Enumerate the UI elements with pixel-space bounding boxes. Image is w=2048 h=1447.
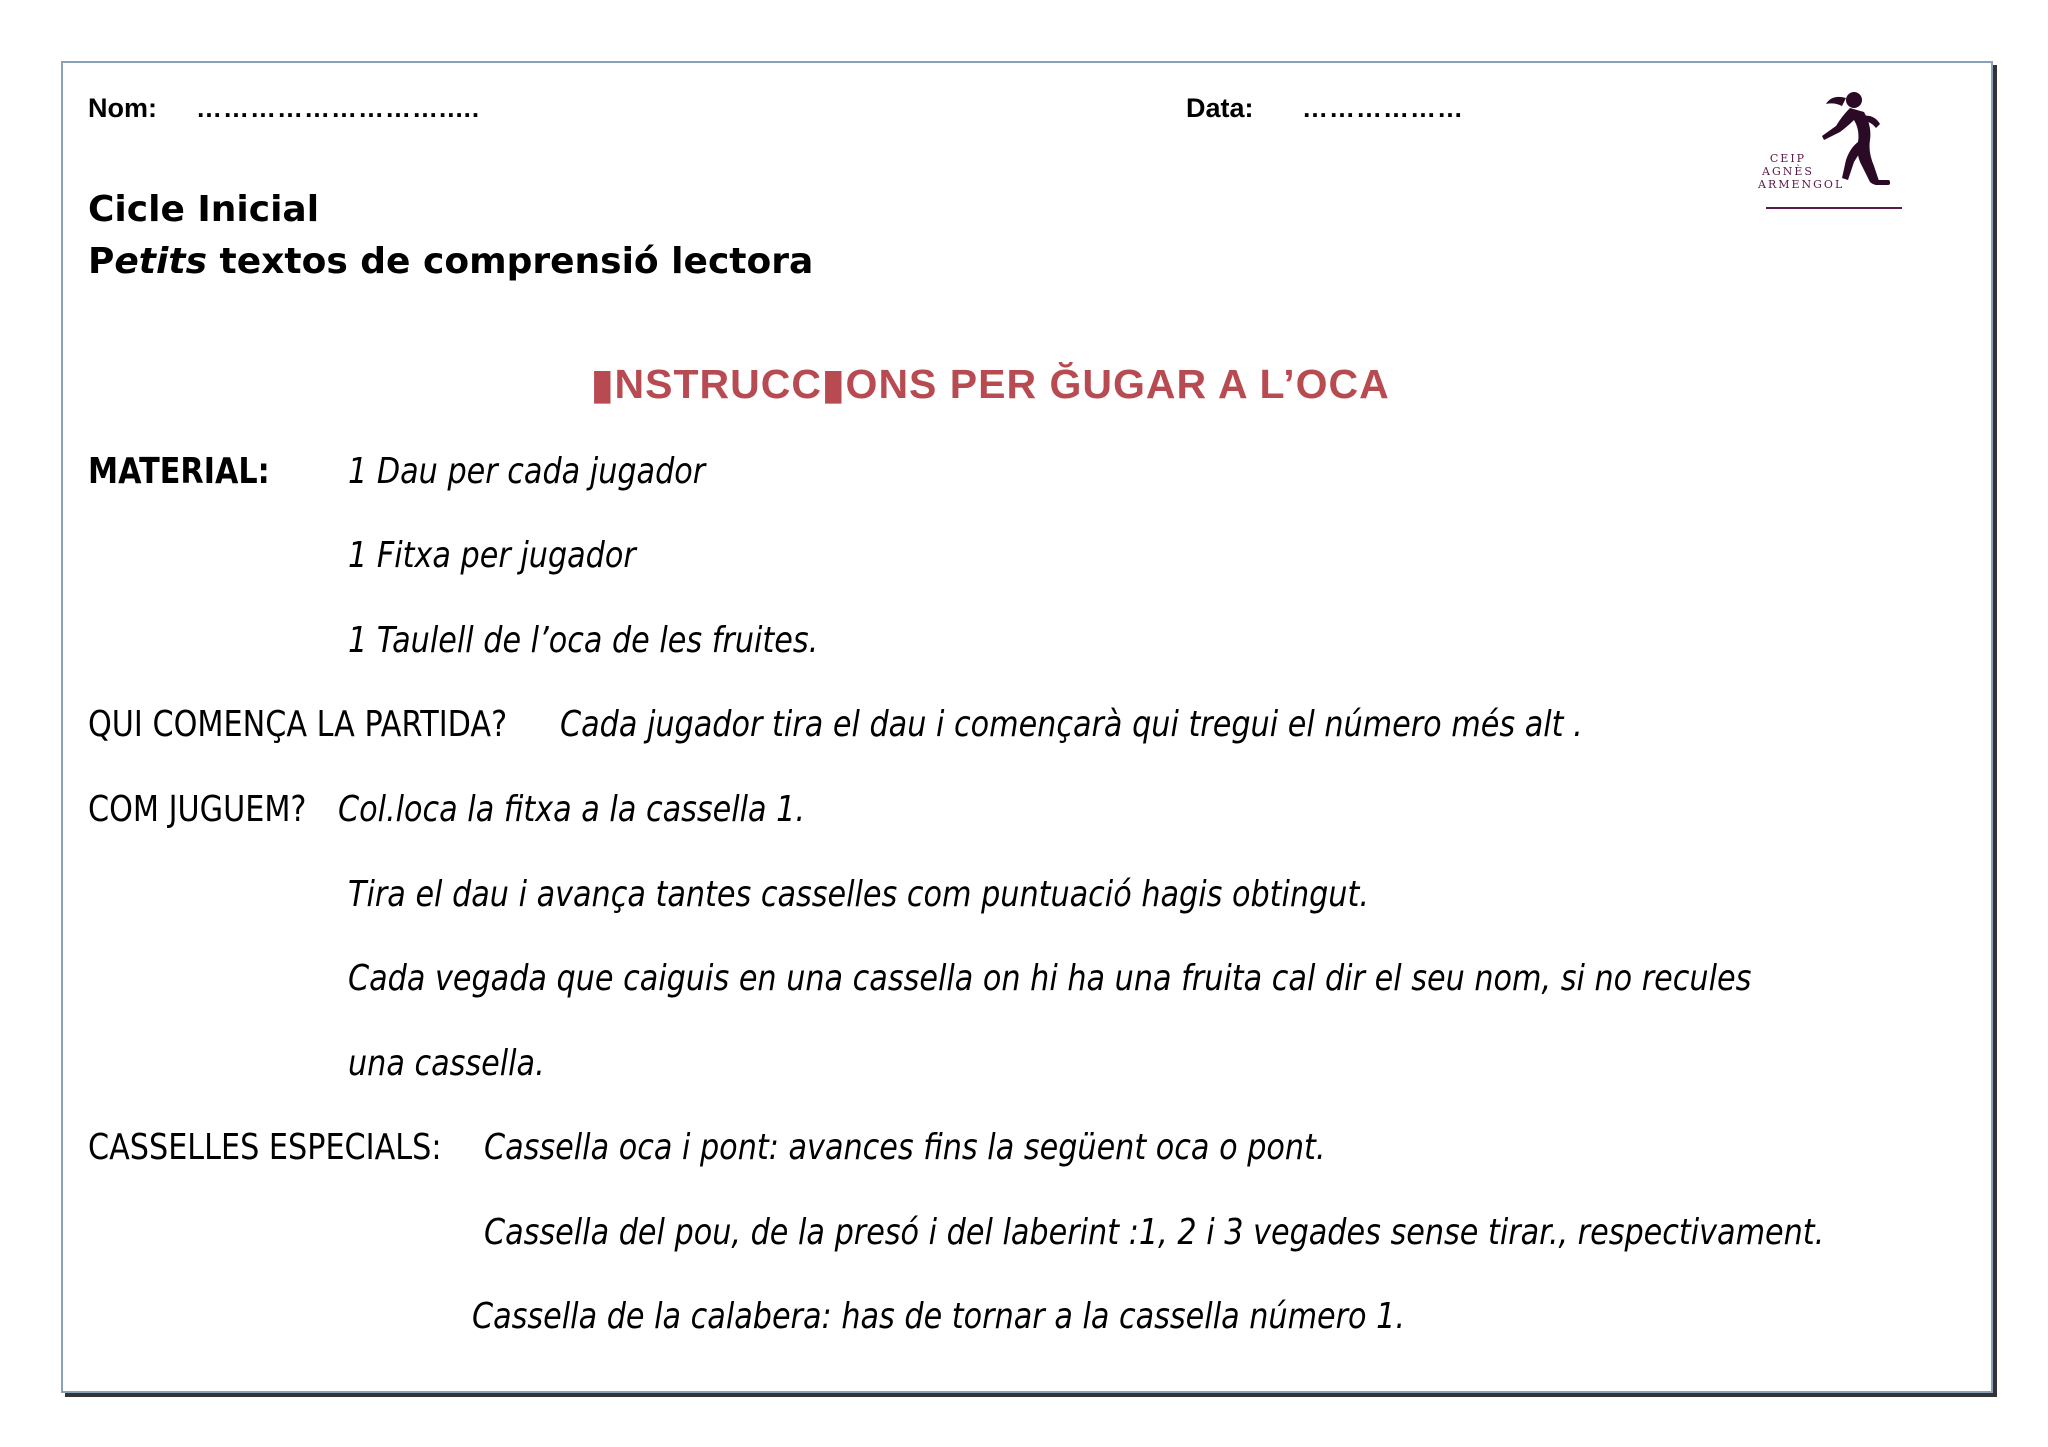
- com-juguem-label: COM JUGUEM?: [88, 789, 307, 830]
- especials-line: Cassella del pou, de la presó i del laberint :1, 2 i 3 vegades sense tirar., respectivament.: [484, 1212, 1825, 1253]
- material-item: 1 Taulell de l’oca de les fruites.: [348, 620, 819, 661]
- school-logo: [1758, 86, 1914, 214]
- date-label: Data:: [1186, 93, 1254, 123]
- logo-line-1: CEIP: [1769, 152, 1807, 165]
- page-title: ▮NSTRUCC▮ONS PER ĞUGAR A L’OCA: [591, 361, 1390, 407]
- girl-jumping-icon: [1762, 86, 1914, 214]
- logo-line-3: ARMENGOL: [1758, 178, 1845, 191]
- subtitle-heading: Petits textos de comprensió lectora: [88, 241, 814, 282]
- com-juguem-line: Cada vegada que caiguis en una cassella on hi ha una fruita cal dir el seu nom, si no recules: [348, 958, 1752, 999]
- logo-line-2: AGNÈS: [1762, 165, 1814, 178]
- name-label: Nom:: [88, 93, 157, 123]
- especials-line: Cassella de la calabera: has de tornar a la cassella número 1.: [472, 1296, 1406, 1337]
- qui-comenca-text: Cada jugador tira el dau i començarà qui tregui el número més alt .: [560, 704, 1583, 745]
- date-field[interactable]: ………………: [1302, 93, 1464, 123]
- qui-comenca-label: QUI COMENÇA LA PARTIDA?: [88, 704, 508, 745]
- material-item: 1 Dau per cada jugador: [348, 451, 706, 492]
- especials-label: CASSELLES ESPECIALS:: [88, 1127, 442, 1168]
- material-label: MATERIAL:: [88, 451, 270, 492]
- material-item: 1 Fitxa per jugador: [348, 535, 636, 576]
- com-juguem-line: Col.loca la fitxa a la cassella 1.: [338, 789, 806, 830]
- name-field[interactable]: ……………………….....: [196, 93, 481, 123]
- com-juguem-line: una cassella.: [348, 1043, 545, 1084]
- com-juguem-line: Tira el dau i avança tantes casselles com puntuació hagis obtingut.: [348, 874, 1369, 915]
- especials-line: Cassella oca i pont: avances fins la següent oca o pont.: [484, 1127, 1326, 1168]
- cycle-heading: Cicle Inicial: [88, 189, 320, 230]
